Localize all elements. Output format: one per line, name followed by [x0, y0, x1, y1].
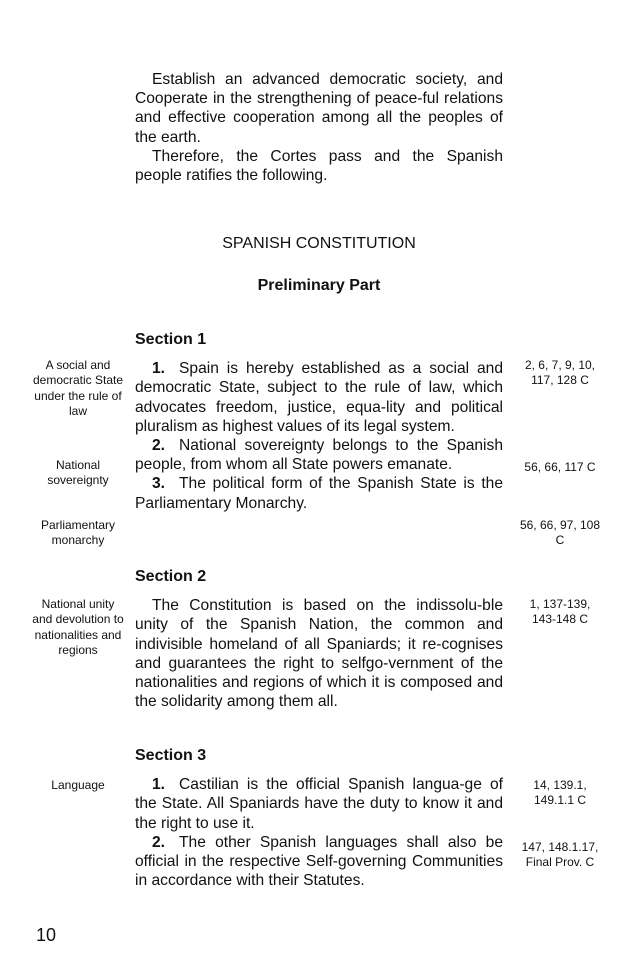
clause-number: 2. [152, 833, 166, 851]
section-1-clause-2 [135, 436, 503, 474]
section-1 [135, 330, 503, 513]
intro-paragraph-1: Establish an advanced democratic society, and Cooperate in the strengthening of peace-ful relations and effective cooperation among all the peoples of the earth. [135, 71, 503, 146]
part-title: Preliminary Part [257, 277, 381, 294]
section-1-clause-3 [135, 474, 503, 512]
clause-number: 1. [152, 360, 166, 378]
margin-note-sovereignty: National sovereignty [47, 458, 109, 488]
cross-refs-3-2: 147, 148.1.17, Final Prov. C [521, 840, 599, 870]
margin-note-social-state: A social and democratic State under the rule of law [32, 358, 124, 419]
cross-refs-1-3: 56, 66, 97, 108 C [519, 518, 601, 548]
margin-note-national-unity: National unity and devolution to nationalities and regions [32, 597, 124, 658]
section-2-text: The Constitution is based on the indissolu-ble unity of the Spanish Nation, the common and indivisible homeland of all Spaniards; it re-cognises and guarantees the right to selfgo-vernment of the nationalities and regions of which it is composed and the solidarity among them all. [135, 597, 503, 711]
cross-refs-3-1: 14, 139.1, 149.1.1 C [533, 778, 587, 808]
section-3 [135, 746, 503, 890]
intro-text [135, 70, 503, 185]
document-title: SPANISH CONSTITUTION [222, 235, 416, 252]
margin-note-monarchy: Parliamentary monarchy [40, 518, 116, 548]
margin-note-language: Language [51, 778, 105, 792]
clause-text: Castilian is the official Spanish langua-ge of the State. All Spaniards have the duty to know it and the right to use it. [135, 776, 503, 832]
clause-number: 3. [152, 475, 166, 493]
section-3-heading: Section 3 [135, 747, 207, 764]
cross-refs-1-2: 56, 66, 117 C [524, 460, 596, 474]
section-2-heading: Section 2 [135, 568, 207, 585]
cross-refs-1-1: 2, 6, 7, 9, 10, 117, 128 C [524, 358, 596, 388]
page-number: 10 [36, 925, 57, 945]
intro-paragraph-2: Therefore, the Cortes pass and the Spanish people ratifies the following. [135, 147, 503, 185]
section-1-clause-1 [135, 359, 503, 436]
section-3-clause-1 [135, 775, 503, 833]
clause-text: The political form of the Spanish State is the Parliamentary Monarchy. [135, 475, 503, 512]
clause-number: 2. [152, 437, 166, 455]
clause-text: National sovereignty belongs to the Spanish people, from whom all State powers emanate. [135, 437, 503, 474]
clause-number: 1. [152, 776, 166, 794]
section-3-clause-2 [135, 833, 503, 891]
clause-text: The other Spanish languages shall also be official in the respective Self-governing Communities in accordance with their Statutes. [135, 833, 503, 890]
clause-text: Spain is hereby established as a social and democratic State, subject to the rule of law, which advocates freedom, justice, equa-lity and political pluralism as highest values of its legal system. [135, 360, 503, 435]
cross-refs-2: 1, 137-139, 143-148 C [529, 597, 591, 627]
section-2 [135, 567, 503, 711]
section-1-heading: Section 1 [135, 331, 207, 348]
